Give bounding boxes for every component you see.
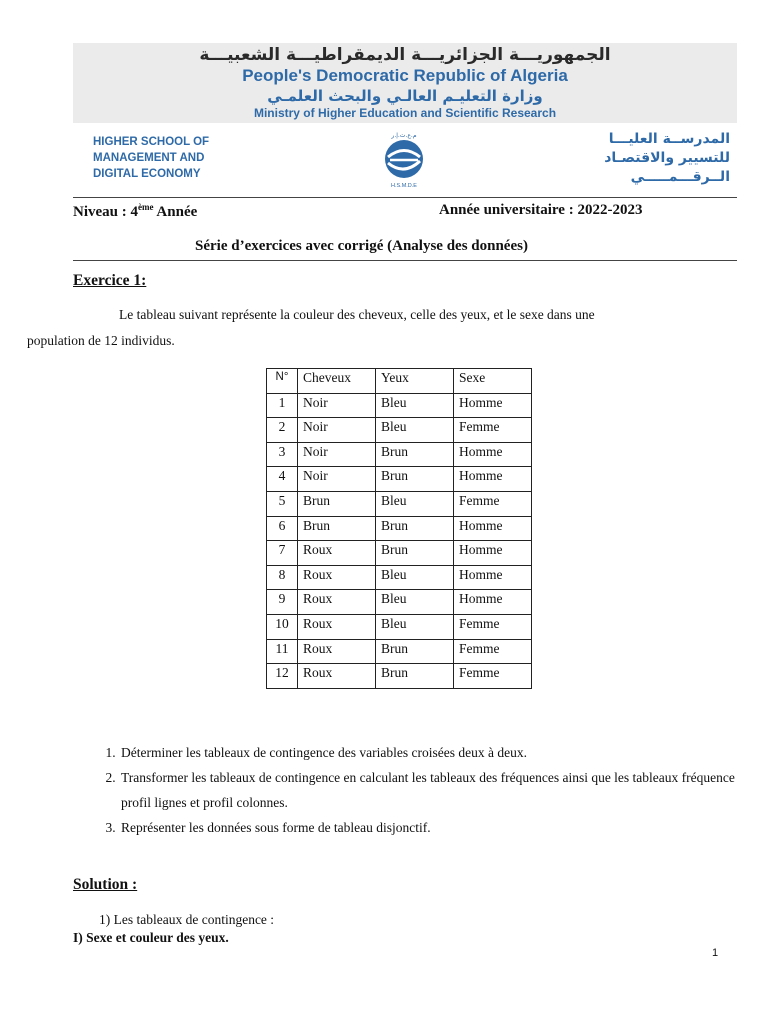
divider-bottom (73, 260, 737, 261)
arabic-republic-title: الجمهوريـــة الجزائريـــة الديمقراطيـــة الشعبيـــة (199, 45, 611, 65)
table-cell: Bleu (376, 614, 454, 639)
table-row (267, 664, 532, 689)
table-cell: Roux (298, 664, 376, 689)
table-row (267, 590, 532, 615)
table-cell: Bleu (376, 491, 454, 516)
table-cell: Noir (298, 442, 376, 467)
table-cell: Noir (298, 393, 376, 418)
table-cell: 11 (267, 639, 298, 664)
table-cell: Homme (454, 467, 532, 492)
table-row (267, 516, 532, 541)
table-cell: Femme (454, 491, 532, 516)
table-cell: Femme (454, 614, 532, 639)
level-label: Niveau : 4ème Année (73, 202, 198, 220)
school-name-english: HIGHER SCHOOL OF MANAGEMENT AND DIGITAL ECONOMY (93, 136, 210, 180)
table-cell: Bleu (376, 418, 454, 443)
table-cell: 1 (267, 393, 298, 418)
table-cell: 10 (267, 614, 298, 639)
table-cell: Homme (454, 393, 532, 418)
questions-list (73, 740, 737, 840)
header-banner (73, 43, 737, 123)
table-cell: Femme (454, 639, 532, 664)
table-cell: Brun (376, 467, 454, 492)
table-cell: Roux (298, 590, 376, 615)
table-cell: 2 (267, 418, 298, 443)
divider-top (73, 197, 737, 198)
table-cell: Roux (298, 614, 376, 639)
table-cell: Homme (454, 541, 532, 566)
table-cell: 7 (267, 541, 298, 566)
school-logo (376, 130, 432, 190)
table-row (267, 393, 532, 418)
table-cell: Homme (454, 516, 532, 541)
table-cell: Bleu (376, 590, 454, 615)
list-item: 3. Représenter les données sous forme de tableau disjonctif. (119, 815, 737, 840)
table-cell: Brun (376, 442, 454, 467)
list-item: 1. Déterminer les tableaux de contingence des variables croisées deux à deux. (119, 740, 737, 765)
table-cell: Femme (454, 418, 532, 443)
republic-title: People's Democratic Republic of Algeria (242, 66, 568, 85)
table-cell: Homme (454, 590, 532, 615)
table-row (267, 442, 532, 467)
table-cell: Brun (298, 516, 376, 541)
table-cell: Brun (298, 491, 376, 516)
header-cell: Yeux (376, 369, 454, 394)
table-cell: Homme (454, 442, 532, 467)
series-title: Série d’exercices avec corrigé (Analyse des données) (195, 238, 528, 254)
solution-item: 1) Les tableaux de contingence : (99, 912, 275, 927)
table-cell: Roux (298, 541, 376, 566)
exercise-intro: Le tableau suivant représente la couleur des cheveux, celle des yeux, et le sexe dans une population de 12 individus. (27, 307, 595, 348)
table-cell: Noir (298, 467, 376, 492)
academic-year: Année universitaire : 2022-2023 (439, 202, 643, 218)
ministry-title: Ministry of Higher Education and Scientific Research (253, 106, 557, 120)
table-row (267, 491, 532, 516)
solution-title: Solution : (73, 876, 138, 893)
table-cell: 5 (267, 491, 298, 516)
table-cell: Bleu (376, 393, 454, 418)
arabic-ministry-title: وزارة التعليـم العالـي والبحث العلمـي (267, 87, 543, 105)
table-cell: 9 (267, 590, 298, 615)
exercise-title: Exercice 1: (73, 272, 147, 289)
data-table-body (267, 369, 532, 689)
table-cell: Homme (454, 565, 532, 590)
svg-text:H.S.M.D.E: H.S.M.D.E (391, 183, 417, 189)
table-cell: Roux (298, 565, 376, 590)
data-table (266, 368, 532, 689)
table-row (267, 541, 532, 566)
table-cell: Brun (376, 516, 454, 541)
page-number: 1 (712, 947, 719, 959)
table-cell: 4 (267, 467, 298, 492)
table-cell: Femme (454, 664, 532, 689)
table-cell: Brun (376, 664, 454, 689)
table-cell: 12 (267, 664, 298, 689)
table-cell: Roux (298, 639, 376, 664)
table-row (267, 614, 532, 639)
list-item: 2. Transformer les tableaux de contingence en calculant les tableaux des fréquences ainsi que les tableaux fréquence profil lignes et profil colonnes. (119, 765, 737, 815)
table-cell: Noir (298, 418, 376, 443)
table-header-row (267, 369, 532, 394)
svg-text:م.ع.ت.إ.ر: م.ع.ت.إ.ر (391, 132, 417, 139)
header-cell: N° (267, 369, 298, 394)
header-cell: Cheveux (298, 369, 376, 394)
table-row (267, 467, 532, 492)
table-cell: 8 (267, 565, 298, 590)
table-row (267, 639, 532, 664)
table-cell: Brun (376, 639, 454, 664)
school-name-arabic: المدرســة العليـــا للتسيير والاقتصـاد الــرقـــمـــــي (604, 131, 730, 185)
table-cell: Brun (376, 541, 454, 566)
table-row (267, 565, 532, 590)
header-cell: Sexe (454, 369, 532, 394)
table-row (267, 418, 532, 443)
solution-subtitle: I) Sexe et couleur des yeux. (73, 930, 229, 945)
table-cell: 3 (267, 442, 298, 467)
table-cell: Bleu (376, 565, 454, 590)
table-cell: 6 (267, 516, 298, 541)
